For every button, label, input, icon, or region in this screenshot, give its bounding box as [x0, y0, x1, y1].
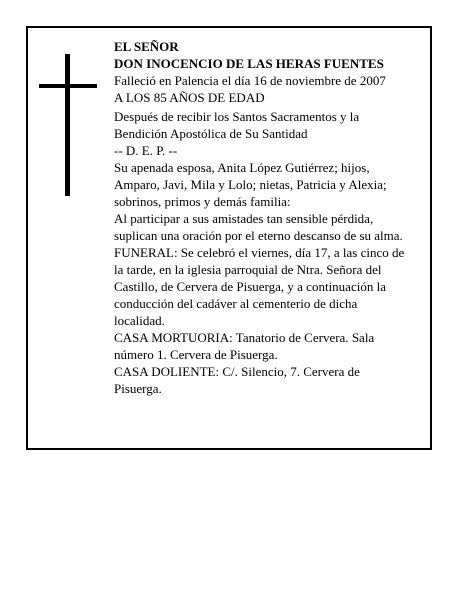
mourning-house-line-1: CASA DOLIENTE: C/. Silencio, 7. Cervera de [114, 364, 360, 379]
cross-icon [65, 54, 70, 196]
funeral-line-4: conducción del cadáver al cementerio de dicha [114, 296, 358, 311]
funeral-line-1: FUNERAL: Se celebró el viernes, día 17, a las cinco de [114, 245, 405, 260]
family-line-3: sobrinos, primos y demás familia: [114, 194, 291, 209]
mourning-house-line-2: Pisuerga. [114, 381, 162, 396]
death-info: Falleció en Palencia el día 16 de noviembre de 2007 [114, 73, 386, 88]
notice-title: EL SEÑOR [114, 39, 179, 54]
sacraments-line-2: Bendición Apostólica de Su Santidad [114, 126, 308, 141]
mortuary-line-2: número 1. Cervera de Pisuerga. [114, 347, 278, 362]
cross-icon-bar [39, 84, 97, 88]
prayer-line-2: suplican una oración por el eterno descanso de su alma. [114, 228, 403, 243]
rip-line: -- D. E. P. -- [114, 143, 178, 158]
funeral-line-2: la tarde, en la iglesia parroquial de Ntra. Señora del [114, 262, 382, 277]
sacraments-line-1: Después de recibir los Santos Sacramentos y la [114, 109, 360, 124]
family-line-1: Su apenada esposa, Anita López Gutiérrez; hijos, [114, 160, 370, 175]
prayer-line-1: Al participar a sus amistades tan sensible pérdida, [114, 211, 374, 226]
family-line-2: Amparo, Javi, Mila y Lolo; nietas, Patricia y Alexia; [114, 177, 387, 192]
mortuary-line-1: CASA MORTUORIA: Tanatorio de Cervera. Sala [114, 330, 375, 345]
funeral-line-3: Castillo, de Cervera de Pisuerga, y a continuación la [114, 279, 386, 294]
funeral-line-5: localidad. [114, 313, 165, 328]
deceased-name: DON INOCENCIO DE LAS HERAS FUENTES [114, 56, 384, 71]
obituary-text [114, 38, 424, 397]
age-line: A LOS 85 AÑOS DE EDAD [114, 90, 265, 105]
